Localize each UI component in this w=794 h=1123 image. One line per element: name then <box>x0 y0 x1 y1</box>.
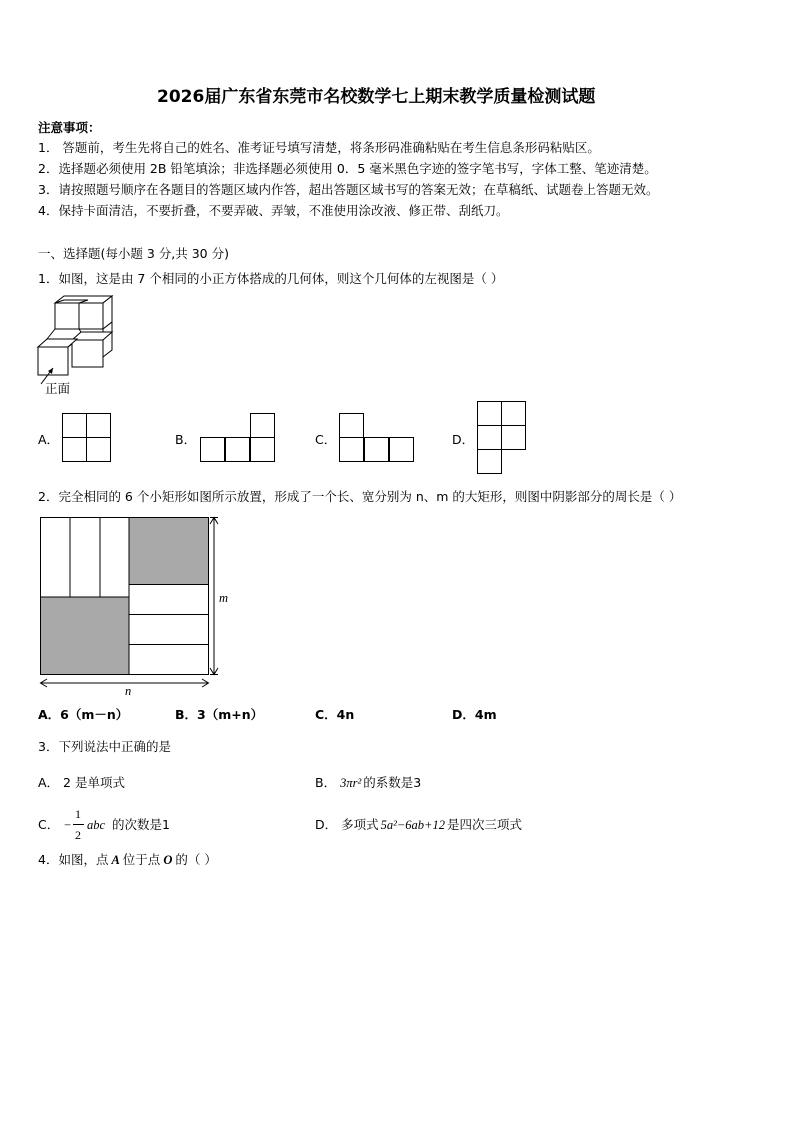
q2-label-n: n <box>125 684 132 698</box>
q3-option-b-math: 3πr² <box>340 776 362 790</box>
q2-option-d: D．4m <box>452 707 497 722</box>
q3-option-d <box>315 817 522 833</box>
q3-option-c-denominator: 2 <box>75 828 81 842</box>
q1-front-label: 正面 <box>45 381 71 396</box>
q4-stem-mid: 位于点 <box>122 852 161 867</box>
notice-item-3: 3．请按照题号顺序在各题目的答题区域内作答，超出答题区域书写的答案无效；在草稿纸、试题卷上答题无效。 <box>38 182 659 197</box>
q4-point-o: O <box>163 853 173 867</box>
q1-option-d-label: D． <box>452 432 475 447</box>
q1-option-a-figure <box>62 413 112 463</box>
q3-option-c-sign: − <box>64 818 72 832</box>
q4-point-a: A <box>111 853 120 867</box>
q2-stem: 2．完全相同的 6 个小矩形如图所示放置，形成了一个长、宽分别为 n、m 的大矩形，则图中阴影部分的周长是（ ） <box>38 489 682 504</box>
q3-option-b <box>315 775 421 791</box>
q3-stem: 3．下列说法中正确的是 <box>38 739 171 754</box>
q1-option-b-figure <box>200 413 276 463</box>
q3-option-d-math: 5a²−6ab+12 <box>380 818 445 832</box>
notice-item-4: 4．保持卡面清洁，不要折叠，不要弄破、弄皱，不准使用涂改液、修正带、刮纸刀。 <box>38 203 509 218</box>
q3-option-c-variable: abc <box>87 818 106 832</box>
q3-option-c-text: 的次数是1 <box>112 817 170 832</box>
q3-option-d-text: 是四次三项式 <box>446 817 522 832</box>
q3-option-b-label: B． <box>315 775 337 790</box>
q4-stem-post: 的（ ） <box>175 852 217 867</box>
page-title: 2026届广东省东莞市名校数学七上期末教学质量检测试题 <box>157 87 596 107</box>
q3-option-c-fraction-bar <box>73 824 84 825</box>
shaded-region-top-right <box>129 518 209 585</box>
q3-option-d-label: D． 多项式 <box>315 817 379 832</box>
q1-stem: 1．如图，这是由 7 个相同的小正方体搭成的几何体，则这个几何体的左视图是（ ） <box>38 271 504 286</box>
q2-rectangle-figure <box>38 515 238 695</box>
q1-option-c-label: C． <box>315 432 337 447</box>
q4-stem <box>38 852 217 868</box>
q4-stem-pre: 4．如图，点 <box>38 852 109 867</box>
section-heading: 一、选择题(每小题 3 分,共 30 分) <box>38 246 229 261</box>
q3-option-b-text: 的系数是3 <box>363 775 422 790</box>
q1-3d-figure <box>36 300 126 380</box>
q3-option-c <box>38 817 59 833</box>
q1-option-b-label: B． <box>175 432 197 447</box>
q2-option-a: A．6（m－n） <box>38 707 129 722</box>
q1-option-c-figure <box>339 413 415 463</box>
q1-option-d-figure <box>477 401 527 475</box>
q2-option-c: C．4n <box>315 707 355 722</box>
q2-option-b: B．3（m+n） <box>175 707 264 722</box>
q3-option-c-numerator: 1 <box>75 807 81 821</box>
q1-option-a-label: A． <box>38 432 60 447</box>
shaded-region-bottom-left <box>41 597 130 675</box>
notice-item-2: 2．选择题必须使用 2B 铅笔填涂；非选择题必须使用 0．5 毫米黑色字迹的签字笔书写，字体工整、笔迹清楚。 <box>38 161 657 176</box>
q2-label-m: m <box>219 591 229 605</box>
q3-option-c-label: C． <box>38 817 60 832</box>
notice-item-1: 1． 答题前，考生先将自己的姓名、准考证号填写清楚，将条形码准确粘贴在考生信息条形码粘贴区。 <box>38 140 600 155</box>
notice-heading: 注意事项： <box>38 120 101 135</box>
q3-option-a: A． 2 是单项式 <box>38 775 125 790</box>
